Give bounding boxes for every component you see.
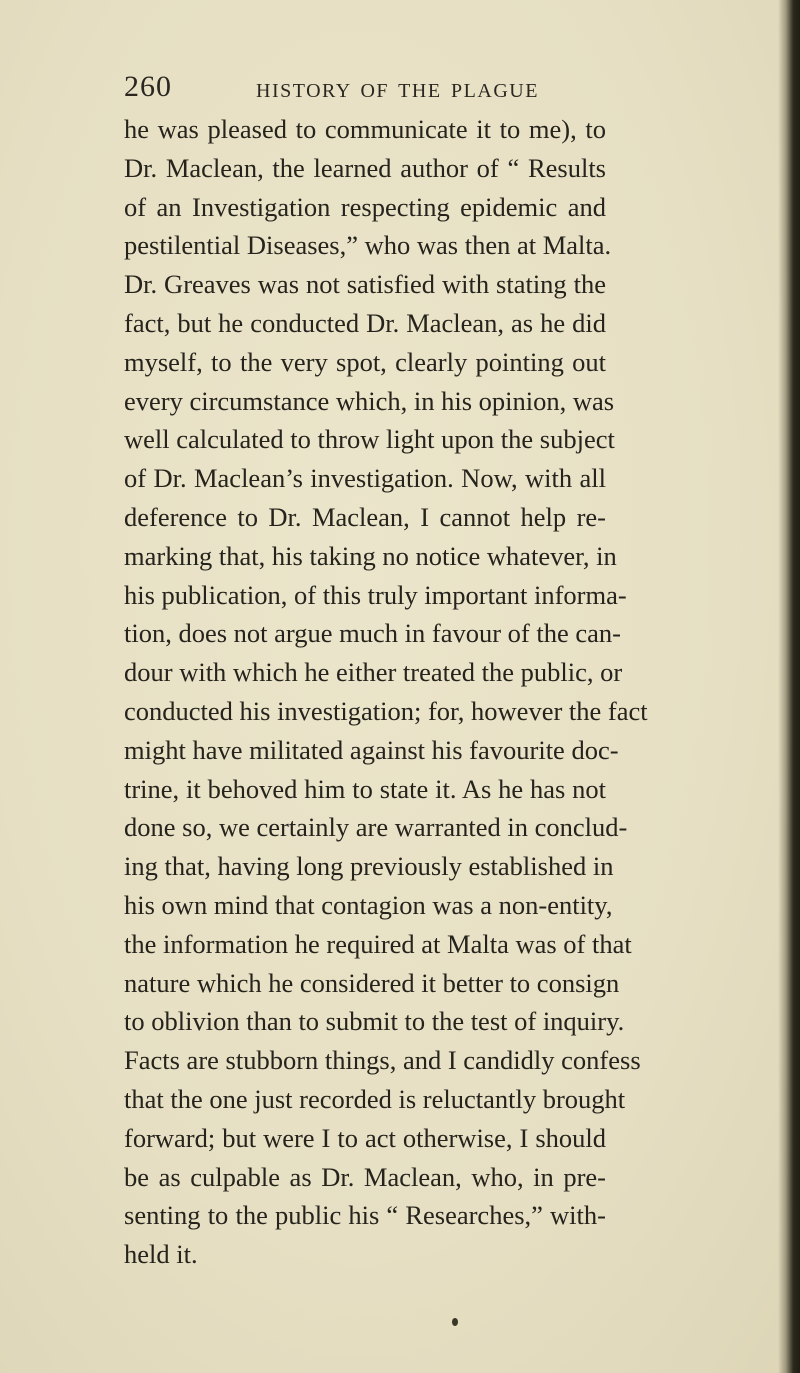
running-title: HISTORY OF THE PLAGUE	[256, 80, 539, 102]
text-line: that the one just recorded is reluctantly brought	[124, 1083, 626, 1114]
text-line: Dr. Greaves was not satisfied with stating the	[124, 269, 606, 300]
text-line: every circumstance which, in his opinion, was	[124, 385, 615, 416]
text-line: tion, does not argue much in favour of the can-	[124, 618, 621, 649]
text-line: be as culpable as Dr. Maclean, who, in pre-	[124, 1161, 606, 1192]
text-line: ing that, having long previously established in	[124, 851, 614, 882]
text-line: of Dr. Maclean’s investigation. Now, with all	[124, 463, 606, 494]
text-line: forward; but were I to act otherwise, I should	[124, 1122, 606, 1153]
text-line: to oblivion than to submit to the test of inquiry.	[124, 1006, 625, 1037]
running-head	[124, 70, 604, 110]
text-line: well calculated to throw light upon the subject	[124, 424, 615, 455]
text-line: the information he required at Malta was of that	[124, 928, 632, 959]
text-line: pestilential Diseases,” who was then at Malta.	[124, 230, 612, 261]
text-line: marking that, his taking no notice whatever, in	[124, 540, 617, 571]
text-line: of an Investigation respecting epidemic and	[124, 191, 606, 222]
page-number: 260	[124, 70, 172, 103]
text-line: fact, but he conducted Dr. Maclean, as he did	[124, 307, 606, 338]
text-line: dour with which he either treated the public, or	[124, 657, 623, 688]
body-text	[124, 110, 648, 1274]
text-line: conducted his investigation; for, however the fact	[124, 695, 648, 726]
text-line: trine, it behoved him to state it. As he has not	[124, 773, 606, 804]
text-line: Facts are stubborn things, and I candidly confess	[124, 1045, 641, 1076]
text-line: nature which he considered it better to consign	[124, 967, 620, 998]
text-line: might have militated against his favourite doc-	[124, 734, 619, 765]
ink-speck	[452, 1318, 458, 1326]
text-line: senting to the public his “ Researches,” with-	[124, 1200, 606, 1231]
page-edge-shadow	[778, 0, 800, 1373]
text-line: myself, to the very spot, clearly pointing out	[124, 346, 606, 377]
text-line-last: held it.	[124, 1239, 198, 1270]
text-line: deference to Dr. Maclean, I cannot help re-	[124, 501, 606, 532]
text-line: his own mind that contagion was a non-entity,	[124, 889, 613, 920]
text-line: his publication, of this truly important informa-	[124, 579, 627, 610]
text-line: Dr. Maclean, the learned author of “ Results	[124, 152, 606, 183]
text-line: he was pleased to communicate it to me), to	[124, 114, 606, 144]
text-line: done so, we certainly are warranted in conclud-	[124, 812, 628, 843]
